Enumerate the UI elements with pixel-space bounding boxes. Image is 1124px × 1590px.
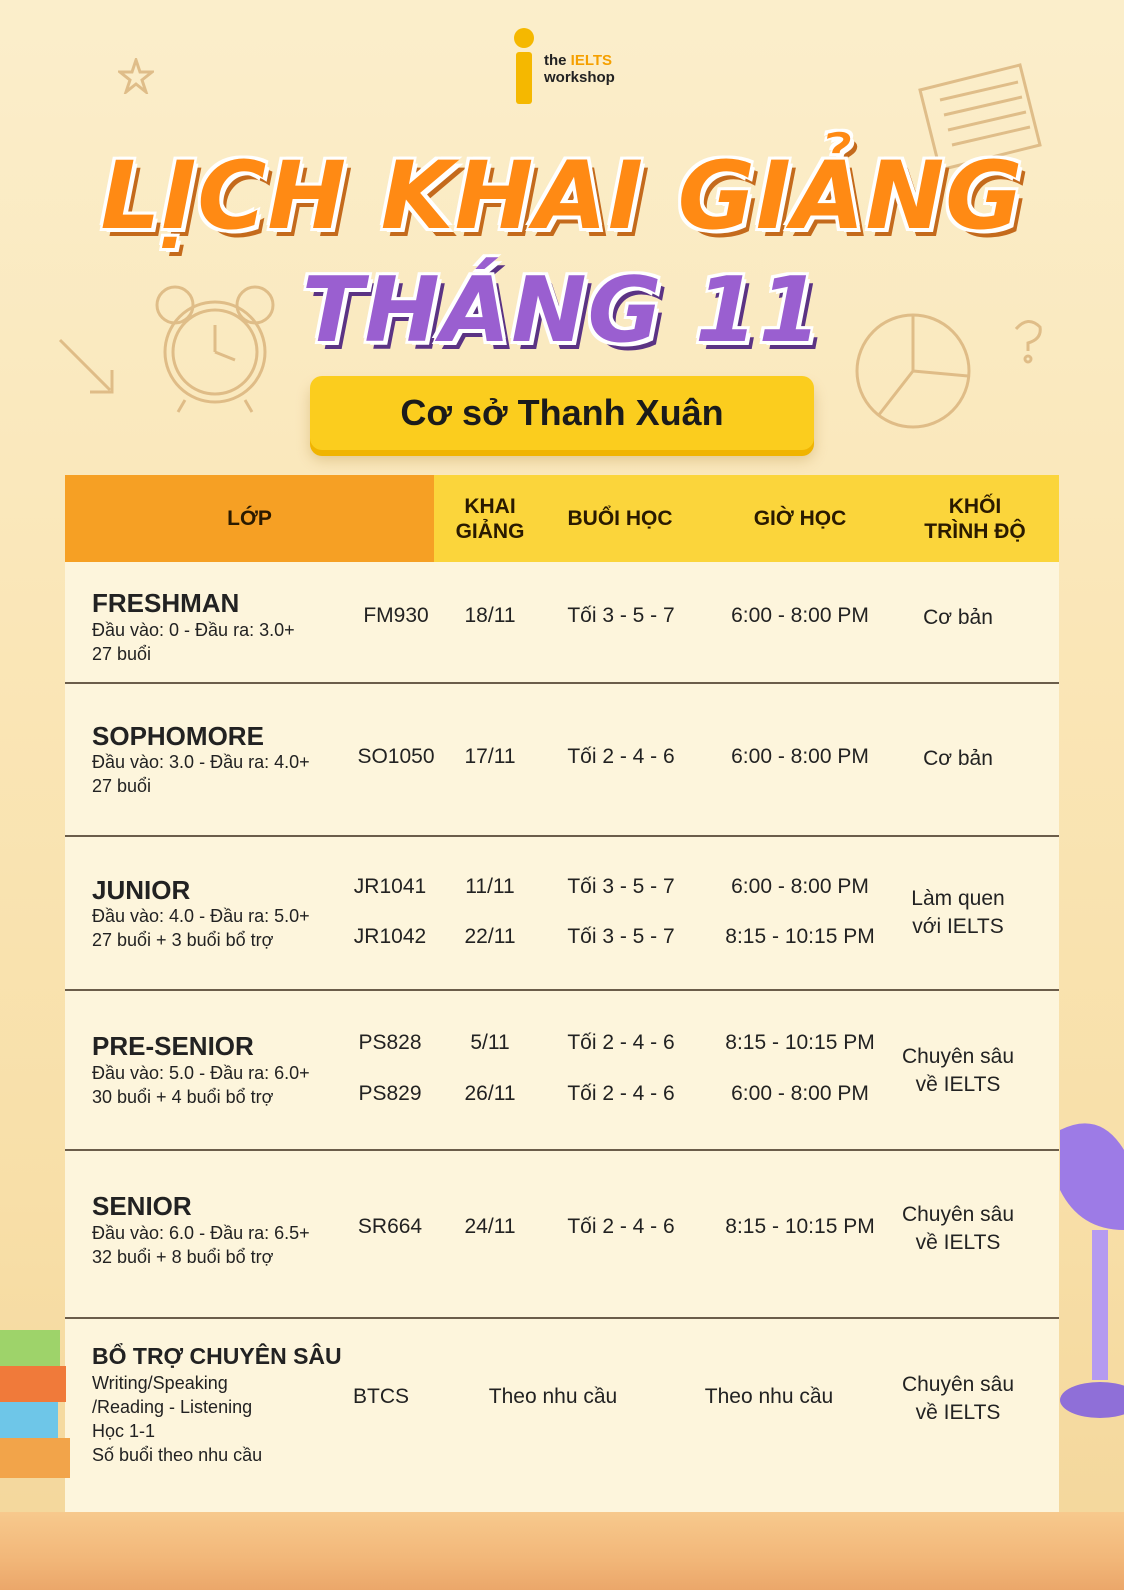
start-date: 18/11 [464,604,516,627]
level: Cơ bản [923,747,993,770]
start-date: 26/11 [464,1082,516,1105]
class-days: Tối 2 - 4 - 6 [567,1215,675,1238]
books-illustration [0,1330,80,1490]
class-time: 8:15 - 10:15 PM [725,1215,875,1238]
table-row [65,1151,1059,1319]
desk-surface [0,1512,1124,1590]
brand-logo [508,28,628,108]
class-code: JR1042 [353,925,427,948]
class-days: Tối 2 - 4 - 6 [567,745,675,768]
class-code: SR664 [357,1215,423,1238]
table-row [65,562,1059,684]
table-row [65,991,1059,1151]
course-desc: Writing/Speaking /Reading - Listening Học 1-1 Số buổi theo nhu cầu [92,1373,263,1465]
level: Làm quen với IELTS [911,887,1005,938]
table-header [65,475,1059,562]
header-khai-giang: KHAI GIẢNG [455,494,525,543]
class-time: 6:00 - 8:00 PM [731,1082,869,1105]
class-days: Tối 3 - 5 - 7 [567,875,675,898]
lamp-illustration [1040,1120,1124,1440]
class-days: Tối 3 - 5 - 7 [567,925,675,948]
class-code: SO1050 [357,745,435,768]
table-row [65,837,1059,991]
page-title: LỊCH KHAI GIẢNG [100,142,1024,251]
course-desc: Đầu vào: 0 - Đầu ra: 3.0+ 27 buổi [92,620,295,664]
campus-badge: Cơ sở Thanh Xuân [310,376,814,450]
class-schedule: Theo nhu cầu [488,1385,618,1408]
class-time: 8:15 - 10:15 PM [725,1031,875,1054]
class-time: 6:00 - 8:00 PM [731,604,869,627]
course-desc: Đầu vào: 3.0 - Đầu ra: 4.0+ 27 buổi [92,752,310,796]
logo-dot [514,28,534,48]
start-date: 24/11 [464,1215,516,1238]
course-name: SENIOR [92,1191,192,1221]
class-time: 6:00 - 8:00 PM [731,745,869,768]
table-row [65,1319,1059,1515]
class-code: BTCS [352,1385,410,1408]
course-name: PRE-SENIOR [92,1031,254,1061]
class-days: Tối 2 - 4 - 6 [567,1031,675,1054]
class-code: PS829 [358,1082,422,1105]
logo-text: the IELTS workshop [544,52,615,86]
header-buoi-hoc: BUỔI HỌC [567,507,673,530]
course-name: JUNIOR [92,875,191,905]
star-doodle [118,58,154,94]
table-row [65,683,1059,837]
class-time: Theo nhu cầu [704,1385,834,1408]
logo-bar [516,52,532,104]
class-days: Tối 2 - 4 - 6 [567,1082,675,1105]
course-desc: Đầu vào: 6.0 - Đầu ra: 6.5+ 32 buổi + 8 buổi bổ trợ [92,1223,310,1267]
level: Chuyên sâu về IELTS [901,1373,1015,1424]
class-code: PS828 [358,1031,422,1054]
course-name: BỔ TRỢ CHUYÊN SÂU [92,1343,342,1369]
level: Cơ bản [923,606,993,629]
class-code: FM930 [363,604,429,627]
course-name: FRESHMAN [92,588,240,618]
course-desc: Đầu vào: 4.0 - Đầu ra: 5.0+ 27 buổi + 3 buổi bổ trợ [92,906,310,950]
class-time: 8:15 - 10:15 PM [725,925,875,948]
start-date: 11/11 [465,875,515,898]
schedule-table [65,475,1059,1515]
course-desc: Đầu vào: 5.0 - Đầu ra: 6.0+ 30 buổi + 4 buổi bổ trợ [92,1063,310,1107]
start-date: 17/11 [464,745,516,768]
course-name: SOPHOMORE [92,721,264,751]
class-days: Tối 3 - 5 - 7 [567,604,675,627]
class-time: 6:00 - 8:00 PM [731,875,869,898]
start-date: 22/11 [464,925,516,948]
header-khoi: KHỐI TRÌNH ĐỘ [924,494,1026,543]
header-gio-hoc: GIỜ HỌC [753,507,847,530]
page-subtitle-month: THÁNG 11 [301,258,823,363]
class-code: JR1041 [353,875,427,898]
level: Chuyên sâu về IELTS [901,1045,1015,1096]
header-lop: LỚP [65,475,434,562]
start-date: 5/11 [470,1031,510,1054]
level: Chuyên sâu về IELTS [901,1203,1015,1254]
